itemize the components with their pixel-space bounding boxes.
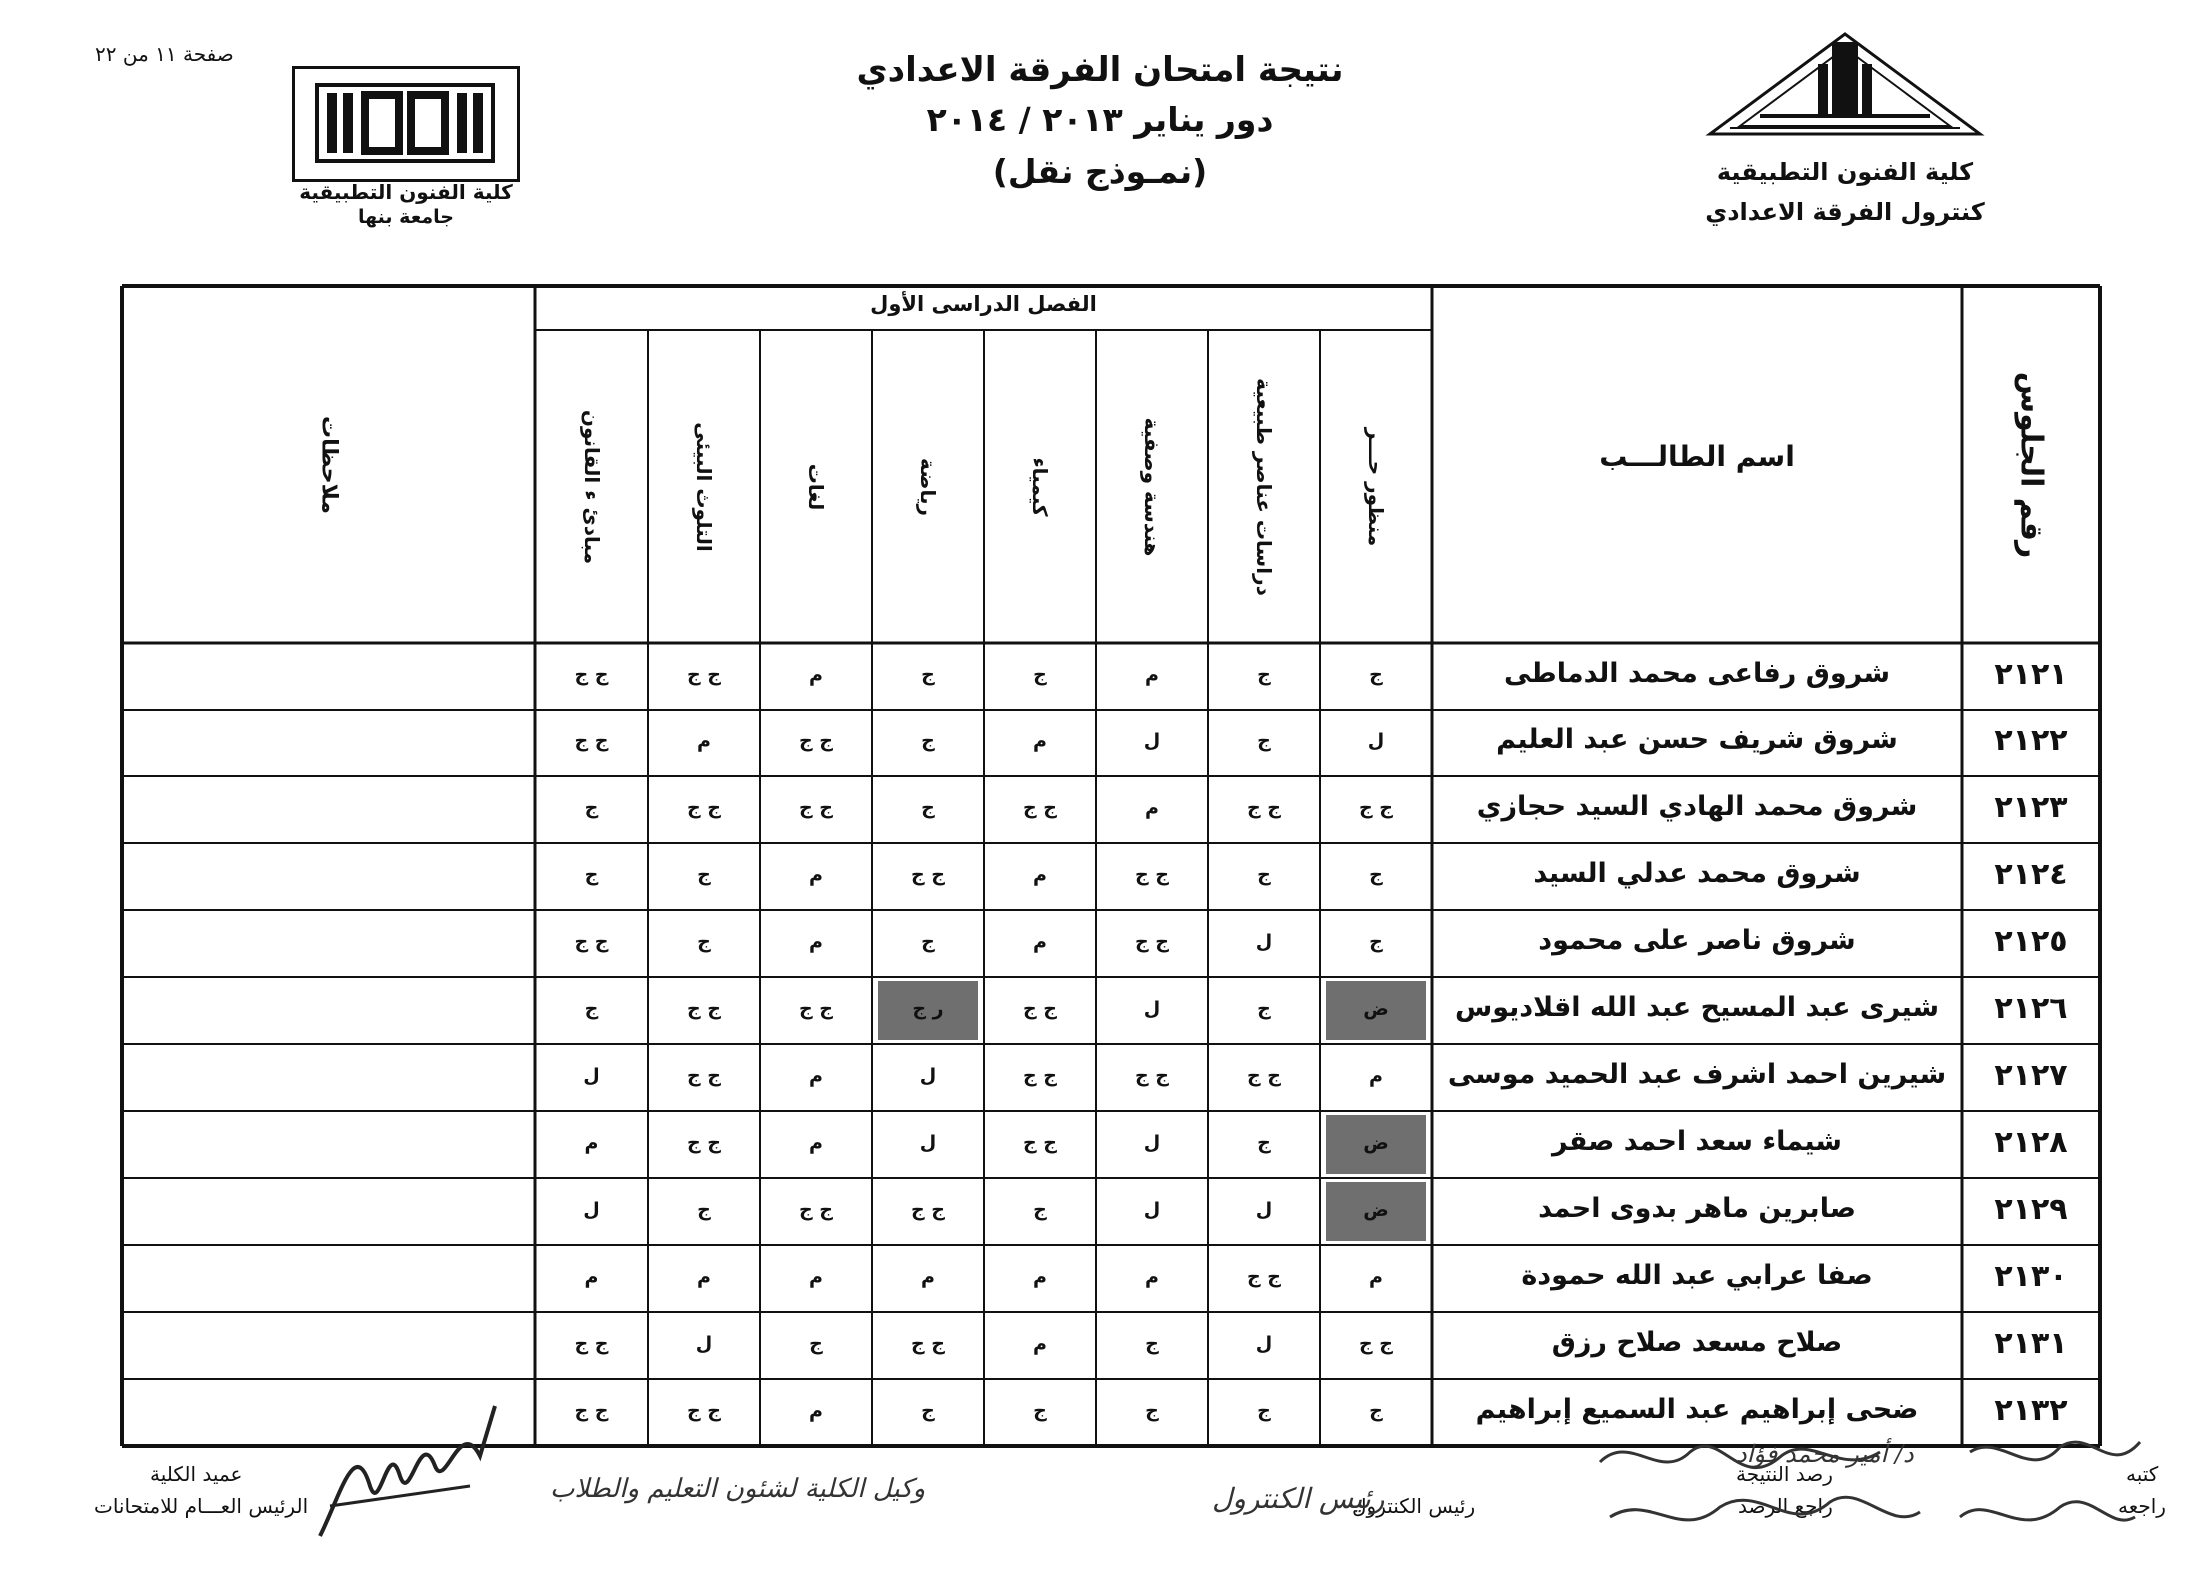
seat-number: ٢١٢٩: [1994, 1191, 2068, 1227]
seat-number: ٢١٢٤: [1994, 856, 2068, 892]
subject-header: هندسة وصفية: [1140, 417, 1164, 556]
student-name: صفا عرابي عبد الله حمودة: [1521, 1259, 1873, 1291]
faculty-name: كلية الفنون التطبيقية: [1716, 158, 1974, 186]
grade-cell: ر ج: [912, 997, 944, 1020]
student-name: شيماء سعد احمد صقر: [1552, 1125, 1842, 1157]
grade-cell: ج ج: [910, 1198, 945, 1221]
footer-recording-reviewer: راجع الرصد: [1738, 1494, 1833, 1518]
grade-cell: م: [809, 1131, 823, 1154]
logo-caption-line2: جامعة بنها: [357, 206, 455, 228]
grade-cell: ج ج: [1134, 1064, 1169, 1087]
seat-number: ٢١٢٥: [1994, 923, 2068, 959]
grade-cell: م: [809, 663, 823, 686]
grade-cell: م: [1145, 796, 1159, 819]
grade-cell: ج: [697, 863, 711, 886]
grade-cell: م: [1369, 1064, 1383, 1087]
grade-cell: م: [809, 1064, 823, 1087]
grade-cell: ج ج: [1134, 930, 1169, 953]
seat-number: ٢١٣٠: [1994, 1258, 2068, 1294]
footer-written-by: كتبه: [2126, 1462, 2159, 1486]
header-notes: ملاحظات: [316, 415, 341, 514]
grade-cell: ج: [1369, 663, 1383, 686]
student-name: شروق شريف حسن عبد العليم: [1496, 724, 1898, 755]
grade-cell: ل: [1255, 1332, 1273, 1355]
grade-cell: ج: [1145, 1332, 1159, 1355]
seat-number: ٢١٢٨: [1994, 1124, 2068, 1160]
grade-cell: ج: [584, 997, 599, 1020]
grade-cell: ج ج: [574, 1399, 609, 1422]
grade-cell: ل: [583, 1198, 600, 1221]
student-name: ضحى إبراهيم عبد السميع إبراهيم: [1475, 1393, 1919, 1425]
signature-scribble-general: [300, 1396, 510, 1556]
grade-cell: م: [1145, 663, 1159, 686]
grade-cell: ج ج: [1022, 796, 1057, 819]
student-name: شيرى عبد المسيح عبد الله اقلاديوس: [1454, 991, 1940, 1023]
grade-cell: ج: [584, 863, 599, 886]
grade-cell: ج: [921, 930, 935, 953]
grade-cell: ج ج: [1134, 863, 1169, 886]
grade-cell: ل: [695, 1332, 713, 1355]
grade-cell: ج ج: [686, 1064, 721, 1087]
student-name: شروق محمد عدلي السيد: [1533, 857, 1861, 889]
grade-cell: م: [809, 1399, 823, 1422]
grade-cell: ج: [1257, 1399, 1271, 1422]
grade-cell: ج: [1257, 663, 1271, 686]
seat-number: ٢١٢٦: [1994, 990, 2068, 1026]
grade-cell: ج: [1257, 863, 1271, 886]
handwritten-control-head: رئيس الكنترول: [1212, 1482, 1385, 1515]
grade-cell: ج ج: [1246, 1064, 1281, 1087]
grade-cell: ل: [1255, 930, 1273, 953]
grade-cell: ج ج: [798, 796, 833, 819]
grade-cell: م: [697, 1265, 711, 1288]
exam-session: دور يناير ٢٠١٣ / ٢٠١٤: [926, 100, 1274, 139]
grade-cell: ج: [1033, 1399, 1047, 1422]
grade-cell: ج ج: [574, 1332, 609, 1355]
footer-general-head: الرئيس العـــام للامتحانات: [94, 1494, 309, 1518]
grade-cell: ل: [583, 1064, 600, 1087]
grade-cell: م: [584, 1131, 599, 1154]
student-name: شيرين احمد اشرف عبد الحميد موسى: [1447, 1058, 1947, 1090]
footer-dean: عميد الكلية: [150, 1462, 243, 1486]
student-name: صلاح مسعد صلاح رزق: [1551, 1326, 1843, 1358]
grade-cell: م: [1145, 1265, 1159, 1288]
grade-cell: م: [584, 1265, 599, 1288]
grade-cell: م: [1033, 863, 1047, 886]
grade-cell: م: [1033, 930, 1047, 953]
grade-cell: ج ج: [1022, 1064, 1057, 1087]
page-number: صفحة ١١ من ٢٢: [95, 42, 234, 66]
grade-cell: ج: [697, 1198, 711, 1221]
grade-cell: ض: [1363, 1198, 1389, 1221]
grade-cell: م: [697, 730, 711, 752]
grade-cell: ج ج: [686, 796, 721, 819]
grade-cell: ج ج: [1358, 796, 1393, 819]
grade-cell: م: [1033, 1332, 1047, 1355]
grade-cell: ج ج: [1022, 1131, 1057, 1154]
student-name: شروق ناصر على محمود: [1538, 924, 1856, 956]
handwritten-vice-dean: وكيل الكلية لشئون التعليم والطلاب: [550, 1474, 926, 1504]
grade-cell: ج ج: [574, 730, 609, 752]
student-name: صابرين ماهر بدوى احمد: [1538, 1192, 1856, 1224]
grade-cell: ج ج: [574, 930, 609, 953]
grade-cell: ج: [1257, 997, 1271, 1020]
grade-cell: ل: [1143, 1131, 1161, 1154]
grade-cell: ج ج: [1358, 1332, 1393, 1355]
grade-cell: ض: [1363, 997, 1389, 1020]
student-name: شروق رفاعى محمد الدماطى: [1503, 657, 1891, 689]
seat-number: ٢١٢٢: [1994, 723, 2068, 758]
grade-cell: ج ج: [686, 663, 721, 686]
subject-header: رياضة: [916, 457, 940, 516]
footer-result-recorder: رصد النتيجة: [1736, 1462, 1833, 1486]
page-title: نتيجة امتحان الفرقة الاعدادي: [856, 50, 1344, 90]
grade-cell: ج ج: [798, 1198, 833, 1221]
handwritten-recorder-name: د/ أمير محمد فؤاد: [1736, 1440, 1914, 1468]
grade-cell: ج ج: [1246, 796, 1281, 819]
grade-cell: ج: [1257, 1131, 1271, 1154]
grade-cell: ج ج: [910, 863, 945, 886]
grade-cell: ل: [919, 1064, 937, 1087]
grade-cell: ج ج: [910, 1332, 945, 1355]
grade-cell: م: [809, 930, 823, 953]
logo-caption-line1: كلية الفنون التطبيقية: [299, 180, 513, 204]
grade-cell: ج: [809, 1332, 823, 1355]
grade-cell: ج ج: [686, 997, 721, 1020]
header-student-name: اسم الطالـــب: [1599, 440, 1795, 473]
signature-scribble-recorders: [1590, 1422, 2150, 1552]
subject-header: منظور حـــر: [1364, 427, 1388, 546]
grade-cell: ج: [1257, 730, 1271, 752]
subject-header: مبادئ ء القانون: [579, 409, 604, 564]
grade-cell: ج ج: [1246, 1265, 1281, 1288]
grade-cell: م: [809, 1265, 823, 1288]
seat-number: ٢١٢١: [1994, 656, 2068, 692]
grade-cell: ج ج: [798, 730, 833, 752]
grade-cell: ج: [921, 663, 935, 686]
grade-cell: ج: [921, 730, 935, 752]
subject-header: لغات: [804, 463, 828, 510]
subject-header: دراسات عناصر طبيعية: [1252, 377, 1276, 596]
grade-cell: ج ج: [798, 997, 833, 1020]
control-name: كنترول الفرقة الاعدادي: [1705, 198, 1985, 226]
grade-cell: ل: [1367, 730, 1385, 752]
grade-cell: ل: [1143, 1198, 1161, 1221]
grade-cell: م: [1033, 730, 1047, 752]
grade-cell: ج: [1369, 863, 1383, 886]
grade-cell: م: [1369, 1265, 1383, 1288]
subject-header: كيمياء: [1028, 456, 1052, 517]
seat-number: ٢١٣٢: [1994, 1392, 2068, 1428]
footer-control-head: رئيس الكنترول: [1352, 1494, 1476, 1518]
subject-header: التلوث البيئى: [692, 421, 716, 552]
header-seat-number: رقم الجلوس: [2013, 371, 2049, 558]
grade-cell: ج ج: [686, 1131, 721, 1154]
seat-number: ٢١٢٧: [1994, 1057, 2068, 1093]
grade-cell: م: [809, 863, 823, 886]
grade-cell: ج: [921, 796, 935, 819]
grade-cell: ج: [584, 796, 599, 819]
header-semester: الفصل الدراسى الأول: [870, 292, 1097, 316]
grade-cell: ج: [1033, 663, 1047, 686]
seat-number: ٢١٢٣: [1994, 789, 2068, 825]
grade-cell: ج: [697, 930, 711, 953]
grade-cell: ض: [1363, 1131, 1389, 1154]
grade-cell: ج: [921, 1399, 935, 1422]
grade-cell: ج: [1369, 1399, 1383, 1422]
footer-reviewed-by: راجعه: [2118, 1494, 2166, 1518]
grade-cell: ج ج: [1022, 997, 1057, 1020]
grade-cell: م: [1033, 1265, 1047, 1288]
form-type: (نمـوذج نقل): [992, 152, 1208, 191]
grade-cell: ل: [1143, 730, 1161, 752]
seat-number: ٢١٣١: [1994, 1325, 2068, 1361]
student-name: شروق محمد الهادي السيد حجازي: [1476, 790, 1918, 822]
grade-cell: ل: [919, 1131, 937, 1154]
grade-cell: ل: [1143, 997, 1161, 1020]
grade-cell: م: [921, 1265, 935, 1288]
grade-cell: ج ج: [574, 663, 609, 686]
grade-cell: ج: [1033, 1198, 1047, 1221]
grade-cell: ل: [1255, 1198, 1273, 1221]
grade-cell: ج ج: [686, 1399, 721, 1422]
grade-cell: ج: [1369, 930, 1383, 953]
grade-cell: ج: [1145, 1399, 1159, 1422]
